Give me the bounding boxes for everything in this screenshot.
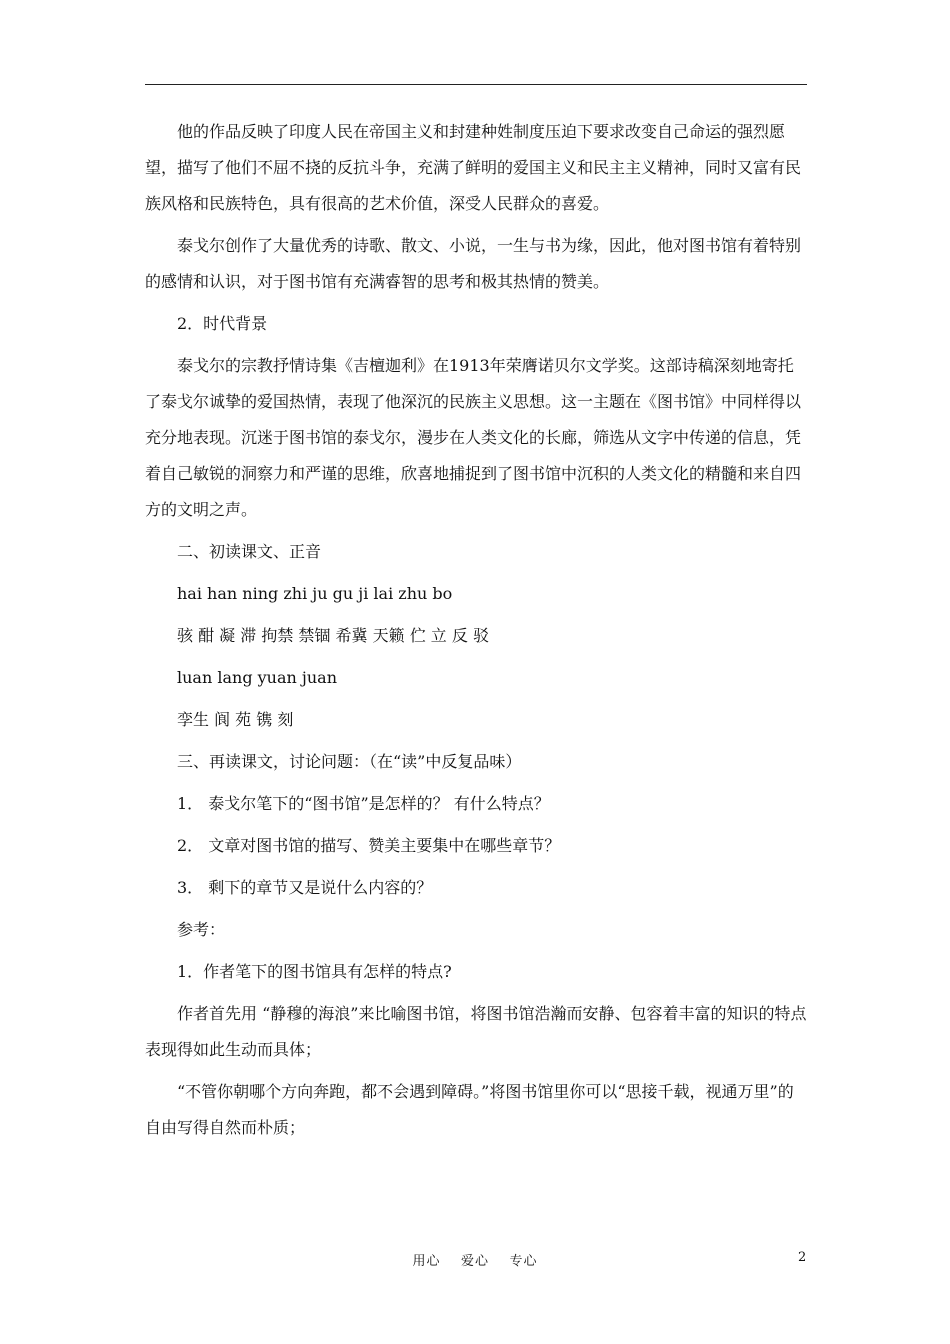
paragraph-background: 泰戈尔的宗教抒情诗集《吉檀迦利》在1913年荣膺诺贝尔文学奖。这部诗稿深刻地寄托了泰戈尔诚挚的爱国热情，表现了他深沉的民族主义思想。这一主题在《图书馆》中同样得以充分地表现。沉迷于图书馆的泰戈尔，漫步在人类文化的长廊，筛选从文字中传递的信息，凭着自己敏锐的洞察力和严谨的思维，欣喜地捕捉到了图书馆中沉积的人类文化的精髓和来自四方的文明之声。 xyxy=(145,356,802,519)
paragraph-works: 他的作品反映了印度人民在帝国主义和封建种姓制度压迫下要求改变自己命运的强烈愿望，描写了他们不屈不挠的反抗斗争，充满了鲜明的爱国主义和民主主义精神，同时又富有民族风格和民族特色，具有很高的艺术价值，深受人民群众的喜爱。 xyxy=(145,122,802,213)
pinyin-line-1: hai han ning zhi ju gu ji lai zhu bo xyxy=(177,584,453,603)
characters-line-1: 骇 酣 凝 滞 拘禁 禁锢 希冀 天籁 伫 立 反 驳 xyxy=(177,626,489,645)
paragraph-creation: 泰戈尔创作了大量优秀的诗歌、散文、小说，一生与书为缘，因此，他对图书馆有着特别的感情和认识，对于图书馆有充满睿智的思考和极其热情的赞美。 xyxy=(145,236,802,291)
characters-line-2: 孪生 阆 苑 镌 刻 xyxy=(177,710,294,729)
section-heading-first-reading: 二、初读课文、正音 xyxy=(177,542,322,561)
reference-question-1: 1．作者笔下的图书馆具有怎样的特点? xyxy=(177,962,452,981)
footer-motto: 用心 爱心 专心 xyxy=(412,1254,538,1269)
paragraph-metaphor: 作者首先用 “静穆的海浪”来比喻图书馆，将图书馆浩瀚而安静、包容着丰富的知识的特点表现得如此生动而具体； xyxy=(145,1004,807,1059)
section-heading-background: 2．时代背景 xyxy=(177,314,268,333)
pinyin-line-2: luan lang yuan juan xyxy=(177,668,338,687)
question-1: 1． 泰戈尔笔下的“图书馆”是怎样的？ 有什么特点？ xyxy=(177,794,550,813)
page-number: 2 xyxy=(798,1250,807,1265)
body-text xyxy=(145,114,807,1152)
page-footer xyxy=(0,1250,950,1270)
paragraph-freedom: “不管你朝哪个方向奔跑，都不会遇到障碍。”将图书馆里你可以“思接千载，视通万里”的自由写得自然而朴质； xyxy=(145,1082,794,1137)
reference-heading: 参考： xyxy=(177,920,226,939)
header-rule xyxy=(145,84,807,85)
question-2: 2． 文章对图书馆的描写、赞美主要集中在哪些章节？ xyxy=(177,836,561,855)
question-3: 3． 剩下的章节又是说什么内容的？ xyxy=(177,878,433,897)
section-heading-discussion: 三、再读课文，讨论问题：（在“读”中反复品味） xyxy=(177,752,522,771)
